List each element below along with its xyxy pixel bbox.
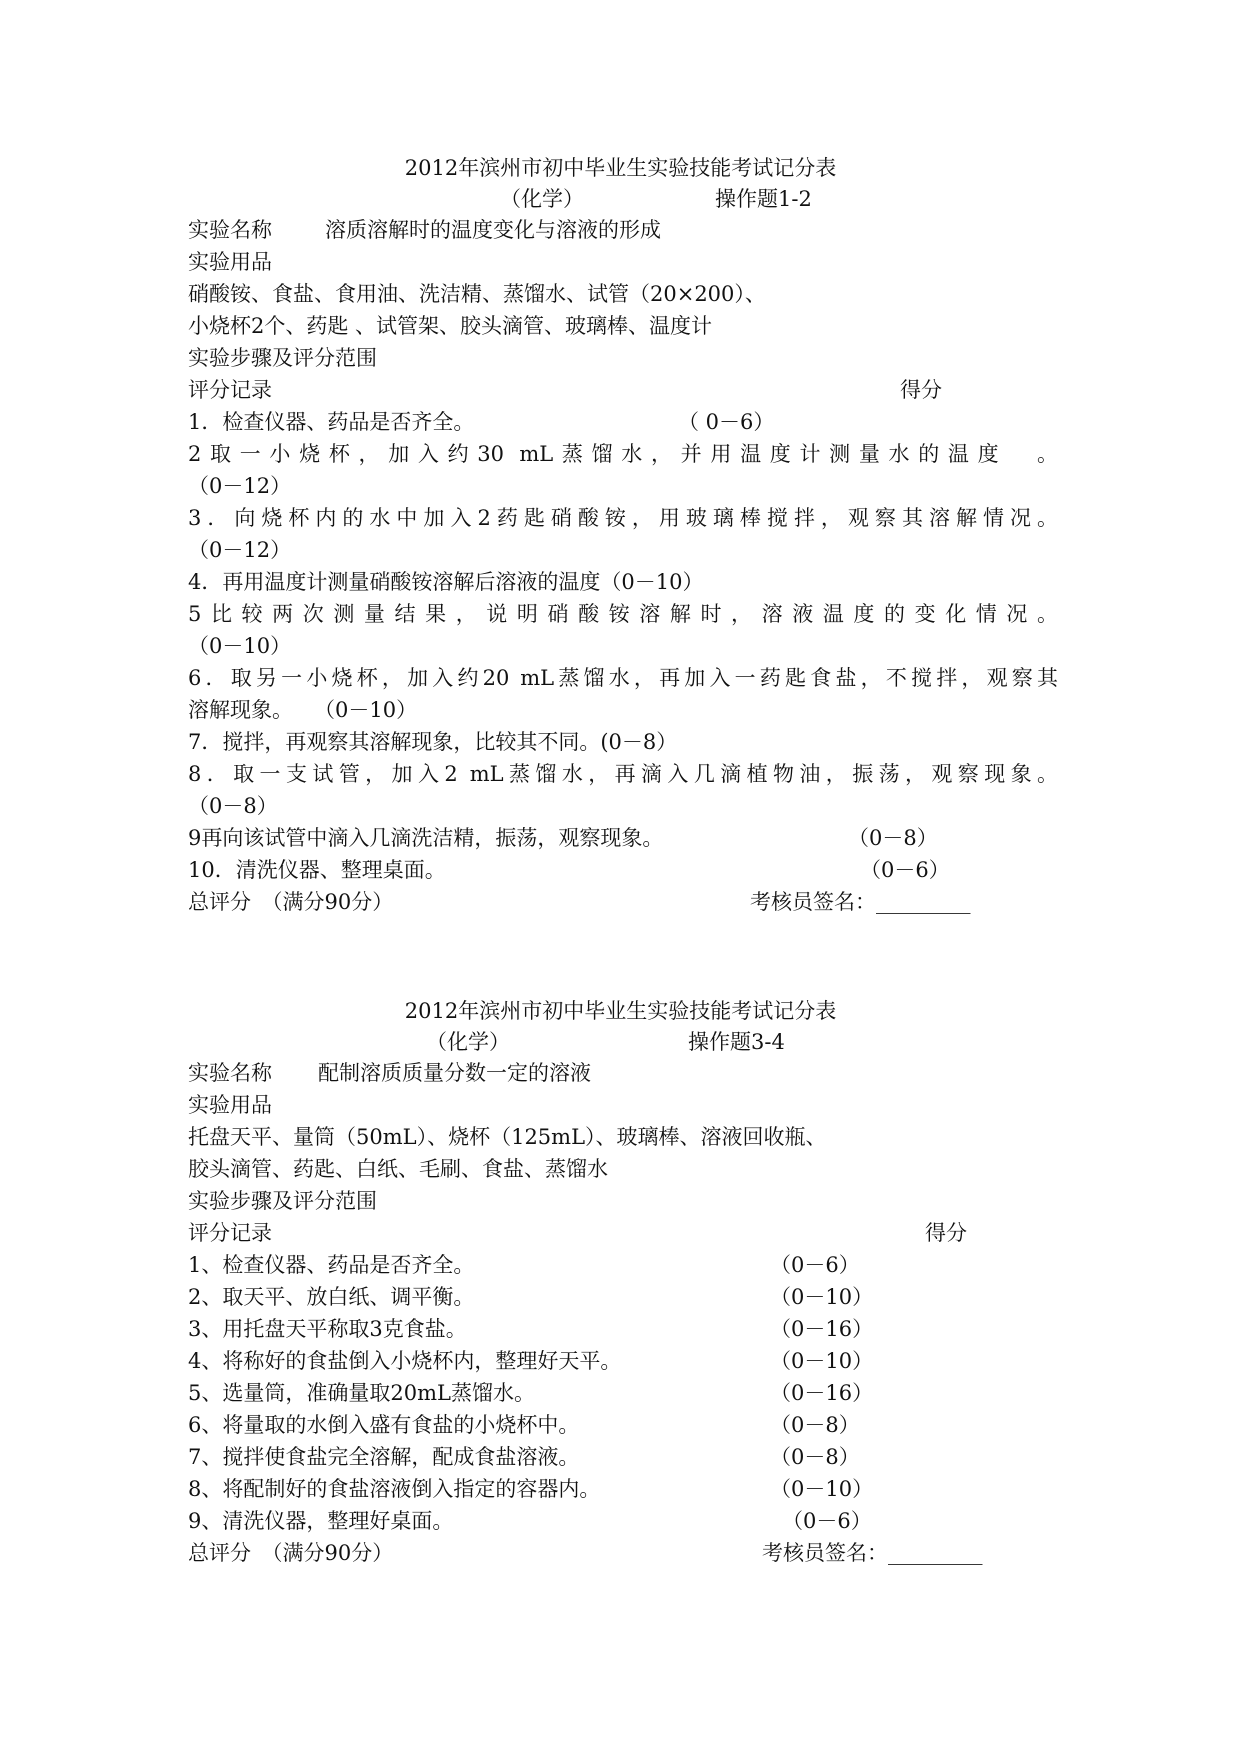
sheet2-step-9: 9、清洗仪器，整理好桌面。	[188, 1509, 454, 1533]
sheet1-total-score: 总评分 （满分90分）	[188, 890, 394, 914]
sheet1-supplies-line-2: 小烧杯2个、药匙 、试管架、胶头滴管、玻璃棒、温度计	[188, 314, 713, 338]
sheet2-score-label: 得分	[925, 1221, 967, 1245]
sheet1-step-2: 2取一小烧杯，加入约30 mL蒸馏水，并用温度计测量水的温度 。	[188, 442, 1058, 466]
sheet2-step-6: 6、将量取的水倒入盛有食盐的小烧杯中。	[188, 1413, 580, 1437]
sheet1-step-5-range: （0－10）	[188, 634, 292, 658]
sheet2-step-3: 3、用托盘天平称取3克食盐。	[188, 1317, 467, 1341]
sheet2-step-7-range: （0－8）	[770, 1445, 860, 1469]
sheet1-step-3: 3．向烧杯内的水中加入2药匙硝酸铵，用玻璃棒搅拌，观察其溶解情况。	[188, 506, 1058, 530]
sheet1-record-label: 评分记录	[188, 378, 272, 402]
sheet2-step-2-range: （0－10）	[770, 1285, 874, 1309]
sheet2-step-5-range: （0－16）	[770, 1381, 874, 1405]
sheet1-step-1: 1．检查仪器、药品是否齐全。	[188, 410, 475, 434]
sheet1-step-1-range: （ 0－6）	[678, 410, 775, 434]
sheet1-step-10-range: （0－6）	[860, 858, 950, 882]
sheet1-score-label: 得分	[900, 378, 942, 402]
sheet2-name-value: 配制溶质质量分数一定的溶液	[318, 1061, 591, 1085]
sheet2-steps-label: 实验步骤及评分范围	[188, 1189, 377, 1213]
sheet2-total-score: 总评分 （满分90分）	[188, 1541, 394, 1565]
sheet2-record-label: 评分记录	[188, 1221, 272, 1245]
sheet2-subject: （化学）	[426, 1030, 510, 1054]
sheet1-step-3-range: （0－12）	[188, 538, 292, 562]
sheet2-supplies-line-2: 胶头滴管、药匙、白纸、毛刷、食盐、蒸馏水	[188, 1157, 608, 1181]
sheet2-supplies-label: 实验用品	[188, 1093, 272, 1117]
sheet1-examiner-signature: 考核员签名：_________	[750, 890, 971, 914]
sheet1-step-6-cont: 溶解现象。 （0－10）	[188, 698, 418, 722]
sheet2-step-5: 5、选量筒，准确量取20mL蒸馏水。	[188, 1381, 535, 1405]
sheet1-step-7: 7．搅拌，再观察其溶解现象，比较其不同。(0－8）	[188, 730, 678, 754]
sheet1-step-5: 5比较两次测量结果，说明硝酸铵溶解时，溶液温度的变化情况。	[188, 602, 1058, 626]
sheet1-name-label: 实验名称	[188, 218, 272, 242]
sheet2-step-8: 8、将配制好的食盐溶液倒入指定的容器内。	[188, 1477, 601, 1501]
sheet2-task-number: 操作题3-4	[688, 1030, 785, 1054]
sheet2-step-6-range: （0－8）	[770, 1413, 860, 1437]
sheet2-step-8-range: （0－10）	[770, 1477, 874, 1501]
sheet1-step-10: 10．清洗仪器、整理桌面。	[188, 858, 446, 882]
sheet1-step-2-range: （0－12）	[188, 474, 292, 498]
sheet1-step-6: 6．取另一小烧杯，加入约20 mL蒸馏水，再加入一药匙食盐，不搅拌，观察其	[188, 666, 1058, 690]
sheet1-step-8: 8．取一支试管，加入2 mL蒸馏水，再滴入几滴植物油，振荡，观察现象。	[188, 762, 1058, 786]
sheet1-step-9: 9再向该试管中滴入几滴洗洁精，振荡，观察现象。	[188, 826, 664, 850]
sheet2-step-3-range: （0－16）	[770, 1317, 874, 1341]
sheet2-step-4-range: （0－10）	[770, 1349, 874, 1373]
sheet2-examiner-signature: 考核员签名：_________	[762, 1541, 983, 1565]
sheet1-task-number: 操作题1-2	[715, 187, 812, 211]
sheet1-supplies-label: 实验用品	[188, 250, 272, 274]
sheet2-supplies-line-1: 托盘天平、量筒（50mL）、烧杯（125mL）、玻璃棒、溶液回收瓶、	[188, 1125, 827, 1149]
sheet2-step-7: 7、搅拌使食盐完全溶解，配成食盐溶液。	[188, 1445, 580, 1469]
sheet1-steps-label: 实验步骤及评分范围	[188, 346, 377, 370]
sheet2-title: 2012年滨州市初中毕业生实验技能考试记分表	[404, 999, 837, 1023]
sheet1-step-9-range: （0－8）	[848, 826, 938, 850]
sheet2-step-9-range: （0－6）	[782, 1509, 872, 1533]
sheet2-step-1: 1、检查仪器、药品是否齐全。	[188, 1253, 475, 1277]
sheet1-step-4: 4．再用温度计测量硝酸铵溶解后溶液的温度（0－10）	[188, 570, 704, 594]
sheet1-step-8-range: （0－8）	[188, 794, 278, 818]
sheet2-step-2: 2、取天平、放白纸、调平衡。	[188, 1285, 475, 1309]
sheet1-title: 2012年滨州市初中毕业生实验技能考试记分表	[404, 156, 837, 180]
sheet1-name-value: 溶质溶解时的温度变化与溶液的形成	[325, 218, 661, 242]
sheet2-step-1-range: （0－6）	[770, 1253, 860, 1277]
sheet2-name-label: 实验名称	[188, 1061, 272, 1085]
sheet2-step-4: 4、将称好的食盐倒入小烧杯内，整理好天平。	[188, 1349, 622, 1373]
sheet1-supplies-line-1: 硝酸铵、食盐、食用油、洗洁精、蒸馏水、试管（20×200）、	[188, 282, 766, 306]
sheet1-subject: （化学）	[500, 187, 584, 211]
